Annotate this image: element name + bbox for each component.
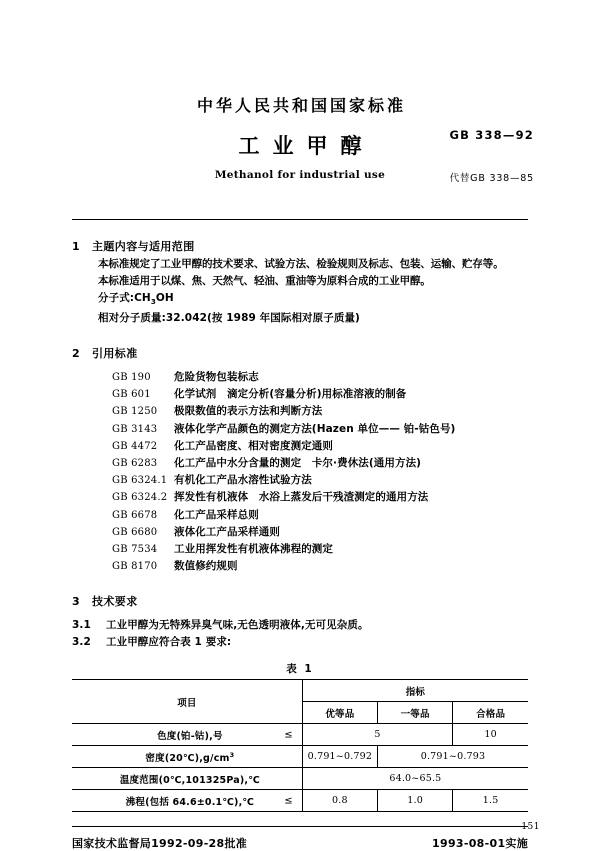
list-item [112, 472, 528, 489]
cell-boiling-qualified: 1.5 [453, 790, 528, 812]
approval-statement: 国家技术监督局1992-09-28批准 [72, 837, 248, 851]
reference-code: GB 6324.2 [112, 492, 168, 504]
clause-3-1-text: 工业甲醇为无特殊异臭气味,无色透明液体,无可见杂质。 [106, 618, 369, 631]
page-title-english: Methanol for industrial use [214, 169, 386, 181]
list-item [112, 489, 528, 506]
reference-title: 化工产品采样总则 [174, 508, 259, 521]
list-item [112, 558, 528, 575]
clause-3-2 [72, 634, 528, 652]
reference-title: 数值修约规则 [174, 560, 238, 573]
table-row [72, 746, 528, 768]
reference-title: 化学试剂 滴定分析(容量分析)用标准溶液的制备 [174, 388, 407, 401]
effective-date: 1993-08-01实施 [432, 837, 528, 851]
section-1 [72, 239, 528, 327]
reference-code: GB 190 [112, 371, 151, 383]
reference-title: 液体化工产品采样通则 [174, 525, 280, 538]
clause-3-2-number: 3.2 [72, 636, 91, 649]
clause-3-1 [72, 617, 528, 635]
footer-divider [72, 826, 528, 827]
page-title: 工业甲醇 [238, 134, 375, 158]
clause-3-2-text: 工业甲醇应符合表 1 要求: [106, 636, 232, 649]
document-footer [72, 835, 528, 851]
cell-boiling-first: 1.0 [378, 790, 453, 812]
reference-title: 液体化学产品颜色的测定方法(Hazen 单位—— 铂-钴色号) [174, 422, 456, 435]
list-item [112, 524, 528, 541]
column-header-item: 项目 [72, 680, 302, 724]
section-1-paragraph-1: 本标准规定了工业甲醇的技术要求、试验方法、检验规则及标志、包装、运输、贮存等。 [98, 257, 504, 270]
row-label-density: 密度$(20℃),g/cm^3$ [72, 746, 302, 768]
reference-code: GB 6678 [112, 509, 158, 521]
section-3 [72, 594, 528, 652]
section-2-number: 2 [72, 347, 81, 361]
column-header-grade-qualified: 合格品 [453, 702, 528, 724]
table-row [72, 768, 528, 790]
section-3-title: 技术要求 [92, 595, 138, 609]
reference-code: GB 7534 [112, 543, 158, 555]
cell-temperature-range-all: 64.0~65.5 [302, 768, 528, 790]
reference-code: GB 601 [112, 389, 151, 401]
reference-code: GB 1250 [112, 406, 158, 418]
standard-replaces: 代替GB 338—85 [449, 173, 534, 184]
cell-density-superior: 0.791~0.792 [302, 746, 377, 768]
section-3-heading [72, 594, 528, 611]
reference-title: 工业用挥发性有机液体沸程的测定 [174, 542, 333, 555]
relative-molecular-mass-line: 相对分子质量:32.042(按 1989 年国际相对原子质量) [98, 312, 360, 325]
page-number: 151 [521, 822, 540, 832]
reference-code: GB 4472 [112, 440, 158, 452]
cell-colour-qualified: 10 [453, 724, 528, 746]
document-header [72, 96, 534, 202]
reference-code: GB 6680 [112, 526, 158, 538]
reference-code: GB 6324.1 [112, 475, 168, 487]
section-2-title: 引用标准 [92, 347, 138, 361]
reference-title: 有机化工产品水溶性试验方法 [174, 474, 312, 487]
section-1-number: 1 [72, 240, 81, 253]
list-item [112, 541, 528, 558]
table-row [72, 790, 528, 812]
section-2 [72, 346, 528, 575]
row-label-colour: 色度(铂-钴),号 ≤ [72, 724, 302, 746]
column-header-grade-superior: 优等品 [302, 702, 377, 724]
header-divider [72, 219, 528, 220]
section-1-paragraph-2: 本标准适用于以煤、焦、天然气、轻油、重油等为原料合成的工业甲醇。 [98, 274, 431, 287]
list-item [112, 369, 528, 386]
reference-code: GB 6283 [112, 457, 158, 469]
list-item [112, 421, 528, 438]
molecular-formula-label: 分子式: [98, 291, 135, 304]
section-2-heading [72, 346, 528, 363]
specifications-table [72, 679, 528, 812]
table-row [72, 724, 528, 746]
section-1-heading [72, 239, 528, 256]
molecular-formula-line [98, 290, 528, 310]
clause-3-1-number: 3.1 [72, 618, 91, 631]
limit-symbol: ≤ [284, 729, 293, 741]
reference-code: GB 3143 [112, 423, 158, 435]
limit-symbol: ≤ [284, 795, 293, 807]
column-header-index: 指标 [302, 680, 528, 702]
reference-title: 化工产品中水分含量的测定 卡尔·费休法(通用方法) [174, 456, 422, 469]
column-header-grade-first: 一等品 [378, 702, 453, 724]
section-1-title: 主题内容与适用范围 [92, 240, 195, 253]
cell-boiling-superior: 0.8 [302, 790, 377, 812]
table-caption: 表 1 [286, 663, 314, 676]
cell-density-first-qualified: 0.791~0.793 [378, 746, 528, 768]
table-header-row-1 [72, 680, 528, 702]
national-standard-line: 中华人民共和国国家标准 [196, 96, 406, 115]
list-item [112, 438, 528, 455]
list-item [112, 403, 528, 420]
list-item [112, 507, 528, 524]
section-3-number: 3 [72, 595, 81, 609]
reference-title: 化工产品密度、相对密度测定通则 [174, 439, 333, 452]
cell-colour-superior-first: 5 [302, 724, 452, 746]
referenced-standards-list [72, 369, 528, 575]
reference-title: 极限数值的表示方法和判断方法 [174, 405, 323, 418]
reference-title: 危险货物包装标志 [174, 370, 259, 383]
list-item [112, 455, 528, 472]
standard-number: GB 338—92 [449, 128, 534, 142]
reference-title: 挥发性有机液体 水浴上蒸发后干残渣测定的通用方法 [174, 491, 429, 504]
list-item [112, 386, 528, 403]
molecular-formula-value: $CH_3OH$ [134, 291, 174, 306]
row-label-temperature-range: 温度范围(0℃,101325Pa),℃ [72, 768, 302, 790]
reference-code: GB 8170 [112, 561, 158, 573]
row-label-boiling-range: 沸程(包括 64.6±0.1℃),℃ ≤ [72, 790, 302, 812]
